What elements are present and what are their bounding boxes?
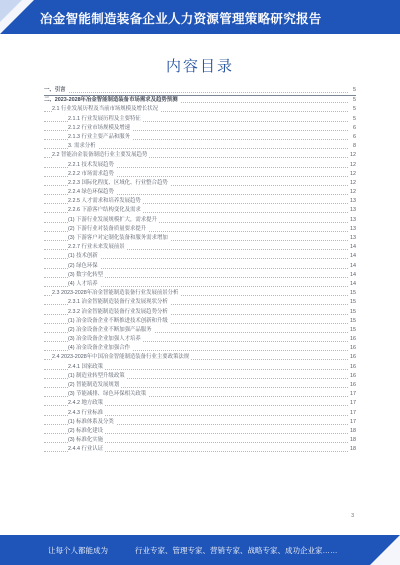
toc-entry[interactable] [44, 445, 356, 454]
toc-entry-text: 3. 需求分析 [68, 142, 98, 151]
toc-entry-text: (3) 节能减排、绿色环保相关政策 [68, 390, 148, 399]
toc-entry[interactable] [44, 436, 356, 445]
toc-entry-page: 15 [348, 317, 356, 326]
toc-entry-page: 17 [348, 390, 356, 399]
toc-entry[interactable] [44, 86, 356, 96]
toc-entry-page: 16 [348, 353, 356, 362]
toc-entry[interactable] [44, 124, 356, 133]
toc-entry-page: 15 [348, 289, 356, 298]
toc-entry-text: 2.2 智能冶金装备制造行业主要发展趋势 [52, 151, 149, 160]
toc-entry-text: (4) 人才培养 [68, 280, 100, 289]
toc-entry-page: 17 [348, 399, 356, 408]
toc-entry-page: 13 [348, 234, 356, 243]
toc-entry-page: 18 [348, 436, 356, 445]
toc-entry-page: 16 [348, 381, 356, 390]
toc-entry[interactable] [44, 170, 356, 179]
toc-entry-page: 5 [348, 96, 356, 105]
toc-entry-text: 2.3 2023-2028年冶金智能制造装备行业发展前景分析 [52, 289, 180, 298]
toc-entry[interactable] [44, 151, 356, 160]
toc-entry[interactable] [44, 298, 356, 307]
toc-entry[interactable] [44, 308, 356, 317]
toc-entry[interactable] [44, 271, 356, 280]
toc-entry-page: 12 [348, 151, 356, 160]
footer-slogan-right: 行业专家、管理专家、营销专家、战略专家、成功企业家…… [135, 546, 338, 555]
toc-entry[interactable] [44, 225, 356, 234]
toc-entry[interactable] [44, 161, 356, 170]
toc-entry-text: 2.1.3 行业主要产品和服务 [68, 133, 132, 142]
toc-entry[interactable] [44, 344, 356, 353]
toc-entry-page: 14 [348, 271, 356, 280]
toc-entry-text: 2.2.4 绿色环保趋势 [68, 188, 116, 197]
toc-entry[interactable] [44, 262, 356, 271]
toc-entry-page: 16 [348, 344, 356, 353]
toc-entry-page: 14 [348, 280, 356, 289]
toc-entry-page: 15 [348, 326, 356, 335]
toc-entry[interactable] [44, 216, 356, 225]
toc-entry[interactable] [44, 372, 356, 381]
toc-entry-page: 17 [348, 418, 356, 427]
toc-entry-page: 12 [348, 161, 356, 170]
toc-entry-text: (1) 下游行业发展规模扩大，需求提升 [68, 216, 159, 225]
toc-entry-text: 2.2.2 市场需求趋势 [68, 170, 116, 179]
toc-entry-page: 5 [348, 115, 356, 124]
toc-entry-text: (2) 下游行业对装备质量要求提升 [68, 225, 148, 234]
toc-entry-page: 5 [348, 86, 356, 95]
toc-entry[interactable] [44, 353, 356, 362]
toc-entry[interactable] [44, 399, 356, 408]
toc-entry-text: (2) 智能制造发展规划 [68, 381, 121, 390]
toc-entry-text: 2.4.4 行业认证 [68, 445, 105, 454]
toc-entry-page: 12 [348, 188, 356, 197]
toc-entry-page: 12 [348, 179, 356, 188]
toc-entry[interactable] [44, 317, 356, 326]
toc-entry[interactable] [44, 188, 356, 197]
toc-entry[interactable] [44, 381, 356, 390]
page-number: 3 [351, 513, 354, 519]
toc-entry-text: (2) 冶金设备企业不断加强产品服务 [68, 326, 154, 335]
toc-entry[interactable] [44, 390, 356, 399]
toc-entry-page: 17 [348, 409, 356, 418]
toc-entry-page: 16 [348, 372, 356, 381]
toc-entry-page: 6 [348, 133, 356, 142]
toc-entry-text: 2.4 2023-2028年中国冶金智能制造装备行业主要政策法规 [52, 353, 191, 362]
toc-entry[interactable] [44, 133, 356, 142]
toc-entry[interactable] [44, 289, 356, 298]
toc-entry[interactable] [44, 335, 356, 344]
toc-entry-page: 14 [348, 252, 356, 261]
toc-entry[interactable] [44, 115, 356, 124]
toc-entry[interactable] [44, 206, 356, 215]
toc-entry-text: (1) 制造业转型升级政策 [68, 372, 127, 381]
toc-entry-page: 14 [348, 243, 356, 252]
toc-heading: 内容目录 [165, 58, 234, 75]
toc-entry-text: 2.1 行业发展历程及当前市场规模及增长状况 [52, 105, 160, 114]
table-of-contents [44, 86, 356, 455]
header-banner [0, 0, 400, 34]
toc-entry-text: 2.3.1 冶金智能制造装备行业发展现状分析 [68, 298, 170, 307]
toc-entry-page: 18 [348, 427, 356, 436]
toc-entry-text: 2.4.1 国家政策 [68, 363, 105, 372]
toc-entry-text: 2.2.3 国际化程度、区域化、行业整合趋势 [68, 179, 170, 188]
toc-entry-page: 13 [348, 206, 356, 215]
toc-entry-text: 二、2023-2028年冶金智能制造装备市场需求及趋势预测 [44, 96, 180, 105]
toc-entry[interactable] [44, 179, 356, 188]
footer-banner [0, 535, 400, 565]
toc-entry-text: (1) 冶金设备企业不断推进技术创新和升级 [68, 317, 170, 326]
toc-entry-text: (2) 绿色环保 [68, 262, 100, 271]
toc-entry-page: 5 [348, 105, 356, 114]
toc-entry[interactable] [44, 105, 356, 114]
toc-entry[interactable] [44, 96, 356, 105]
toc-entry-page: 13 [348, 216, 356, 225]
header-corner-accent [0, 0, 22, 22]
toc-entry[interactable] [44, 252, 356, 261]
toc-entry-text: (3) 标准化实施 [68, 436, 105, 445]
toc-entry-text: (4) 冶金设备企业加强合作 [68, 344, 132, 353]
toc-entry-page: 18 [348, 445, 356, 454]
toc-entry-page: 15 [348, 298, 356, 307]
toc-entry-text: (1) 标准体系及分类 [68, 418, 116, 427]
toc-entry-page: 13 [348, 225, 356, 234]
toc-entry-text: (3) 数字化转型 [68, 271, 105, 280]
toc-entry-page: 6 [348, 124, 356, 133]
toc-entry[interactable] [44, 418, 356, 427]
toc-entry[interactable] [44, 234, 356, 243]
toc-entry-page: 14 [348, 262, 356, 271]
toc-entry[interactable] [44, 326, 356, 335]
toc-leader-dots [44, 92, 348, 93]
toc-entry-page: 16 [348, 363, 356, 372]
toc-entry-text: 2.3.2 冶金智能制造装备行业发展趋势分析 [68, 308, 170, 317]
toc-entry-text: 2.1.1 行业发展历程及主要特征 [68, 115, 143, 124]
report-title: 冶金智能制造装备企业人力资源管理策略研究报告 [40, 12, 322, 26]
toc-entry-page: 13 [348, 197, 356, 206]
toc-entry-page: 12 [348, 170, 356, 179]
footer-corner-decoration [370, 535, 400, 565]
toc-entry[interactable] [44, 197, 356, 206]
toc-entry-text: 2.2.6 下游客户结构变化及需求 [68, 206, 143, 215]
toc-entry-text: 2.2.7 行业未来发展前景 [68, 243, 127, 252]
toc-entry-text: (1) 技术创新 [68, 252, 100, 261]
toc-entry[interactable] [44, 363, 356, 372]
toc-entry-text: 2.2.1 技术发展趋势 [68, 161, 116, 170]
toc-entry-text: (3) 冶金设备企业加强人才培养 [68, 335, 143, 344]
toc-entry[interactable] [44, 142, 356, 151]
footer-slogan-left: 让每个人都能成为 [48, 546, 108, 555]
toc-entry[interactable] [44, 243, 356, 252]
toc-entry-text: 2.2.5 人才需求和培养发展趋势 [68, 197, 143, 206]
toc-entry-text: 2.4.2 地方政策 [68, 399, 105, 408]
toc-entry-text: 2.1.2 行业市场规模及增速 [68, 124, 132, 133]
toc-entry-text: 2.4.3 行业标准 [68, 409, 105, 418]
toc-entry[interactable] [44, 427, 356, 436]
toc-entry-page: 15 [348, 308, 356, 317]
toc-entry-page: 16 [348, 335, 356, 344]
toc-entry-page: 8 [348, 142, 356, 151]
toc-entry-text: (2) 标准化建设 [68, 427, 105, 436]
toc-entry-text: (3) 下游客户对定制化装备和服务需求增加 [68, 234, 170, 243]
toc-entry[interactable] [44, 409, 356, 418]
toc-entry-text: 一、引言 [44, 86, 68, 95]
toc-entry[interactable] [44, 280, 356, 289]
